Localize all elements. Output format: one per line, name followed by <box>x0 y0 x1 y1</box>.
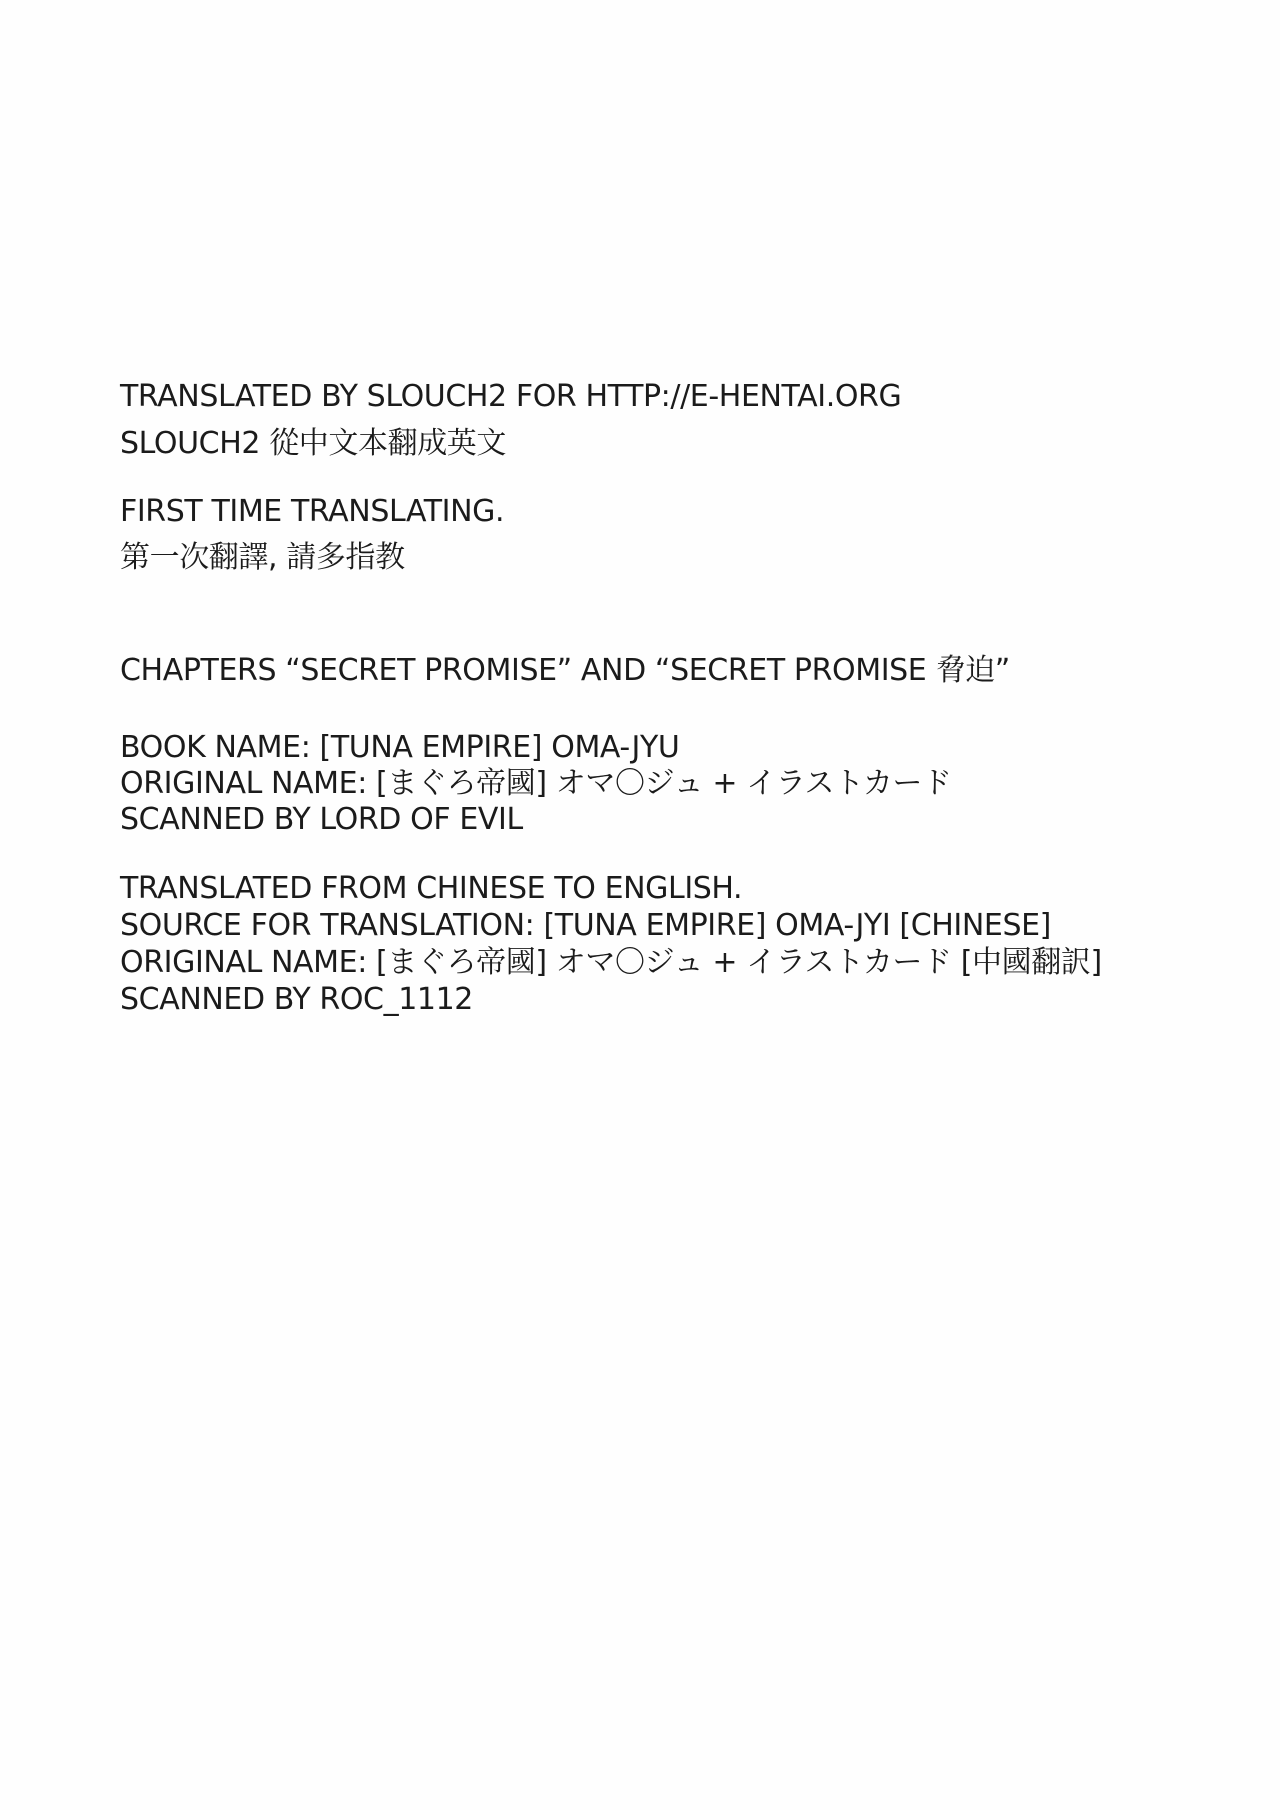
translator-credit-line-english: TRANSLATED BY SLOUCH2 FOR HTTP://E-HENTAI.ORG <box>120 379 902 414</box>
first-time-line-chinese: 第一次翻譯, 請多指教 <box>120 540 405 575</box>
translator-credit-line-chinese: SLOUCH2 從中文本翻成英文 <box>120 426 506 461</box>
first-time-line-english: FIRST TIME TRANSLATING. <box>120 494 505 529</box>
source-scanned-by-line: SCANNED BY ROC_1112 <box>120 982 473 1017</box>
book-name-line: BOOK NAME: [TUNA EMPIRE] OMA-JYU <box>120 730 680 765</box>
source-original-name-line: ORIGINAL NAME: [まぐろ帝國] オマ〇ジュ + イラストカード [中國翻訳] <box>120 945 1102 980</box>
chapters-line: CHAPTERS “SECRET PROMISE” AND “SECRET PROMISE 脅迫” <box>120 653 1010 688</box>
first-time-translating-block <box>120 489 504 581</box>
book-original-name-line: ORIGINAL NAME: [まぐろ帝國] オマ〇ジュ + イラストカード <box>120 766 952 801</box>
chapters-title-block <box>120 653 1010 689</box>
book-info-block <box>120 730 952 838</box>
translator-credit-block <box>120 373 901 467</box>
translation-source-block <box>120 870 1102 1018</box>
book-scanned-by-line: SCANNED BY LORD OF EVIL <box>120 802 523 837</box>
source-for-translation-line: SOURCE FOR TRANSLATION: [TUNA EMPIRE] OMA-JYI [CHINESE] <box>120 908 1051 943</box>
source-translated-from-line: TRANSLATED FROM CHINESE TO ENGLISH. <box>120 871 743 906</box>
